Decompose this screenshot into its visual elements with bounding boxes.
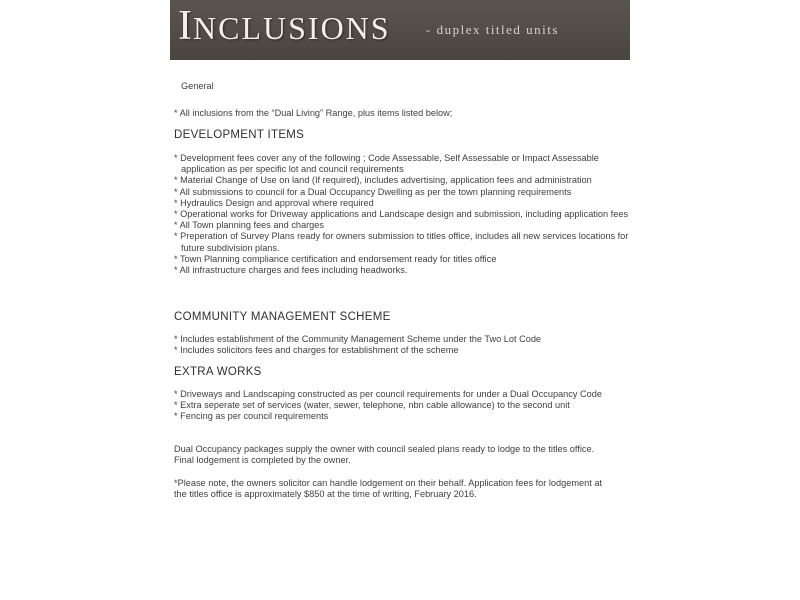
paragraph-line: Final lodgement is completed by the owner. <box>174 455 351 466</box>
list-item: * Fencing as per council requirements <box>174 411 632 422</box>
intro-text: * All inclusions from the “Dual Living” Range, plus items listed below; <box>174 108 453 118</box>
list-item: * Town Planning compliance certification and endorsement ready for titles office <box>174 254 632 265</box>
list-item: * All infrastructure charges and fees including headworks. <box>174 265 632 276</box>
page-title-initial: I <box>178 3 193 49</box>
list-item: * Driveways and Landscaping constructed as per council requirements for under a Dual Occupancy Code <box>174 389 632 400</box>
extra-works-list <box>174 389 632 423</box>
page-title-rest: NCLUSIONS <box>193 10 391 46</box>
general-label: General <box>181 81 214 91</box>
list-item: * Development fees cover any of the following ; Code Assessable, Self Assessable or Impact Assessable application as per specific lot and council requirements <box>174 153 632 175</box>
list-item: * Includes solicitors fees and charges for establishment of the scheme <box>174 345 632 356</box>
page-subtitle: - duplex titled units <box>426 22 559 37</box>
title-banner <box>170 0 630 60</box>
heading-development-items: DEVELOPMENT ITEMS <box>174 129 305 141</box>
list-item: * Material Change of Use on land (If required), includes advertising, application fees and administration <box>174 175 632 186</box>
list-item: * Includes establishment of the Community Management Scheme under the Two Lot Code <box>174 334 632 345</box>
paragraph-line: the titles office is approximately $850 at the time of writing, February 2016. <box>174 489 477 500</box>
note-paragraph <box>174 478 630 500</box>
list-item: * Preperation of Survey Plans ready for owners submission to titles office, includes all new services locations for future subdivision plans. <box>174 231 632 253</box>
paragraph-line: Dual Occupancy packages supply the owner with council sealed plans ready to lodge to the titles office. <box>174 444 595 454</box>
dual-occupancy-paragraph <box>174 444 630 466</box>
community-items-list <box>174 334 632 356</box>
development-items-list <box>174 153 632 276</box>
page-title <box>178 2 391 50</box>
document-page <box>170 0 630 600</box>
list-item: * Hydraulics Design and approval where required <box>174 198 632 209</box>
list-item: * Operational works for Driveway applications and Landscape design and submission, including application fees <box>174 209 632 220</box>
list-item: * All submissions to council for a Dual Occupancy Dwelling as per the town planning requirements <box>174 187 632 198</box>
heading-community-management-scheme: COMMUNITY MANAGEMENT SCHEME <box>174 311 391 323</box>
list-item: * All Town planning fees and charges <box>174 220 632 231</box>
heading-extra-works: EXTRA WORKS <box>174 366 262 378</box>
list-item: * Extra seperate set of services (water, sewer, telephone, nbn cable allowance) to the second unit <box>174 400 632 411</box>
paragraph-line: *Please note, the owners solicitor can handle lodgement on their behalf. Application fees for lodgement at <box>174 478 602 488</box>
